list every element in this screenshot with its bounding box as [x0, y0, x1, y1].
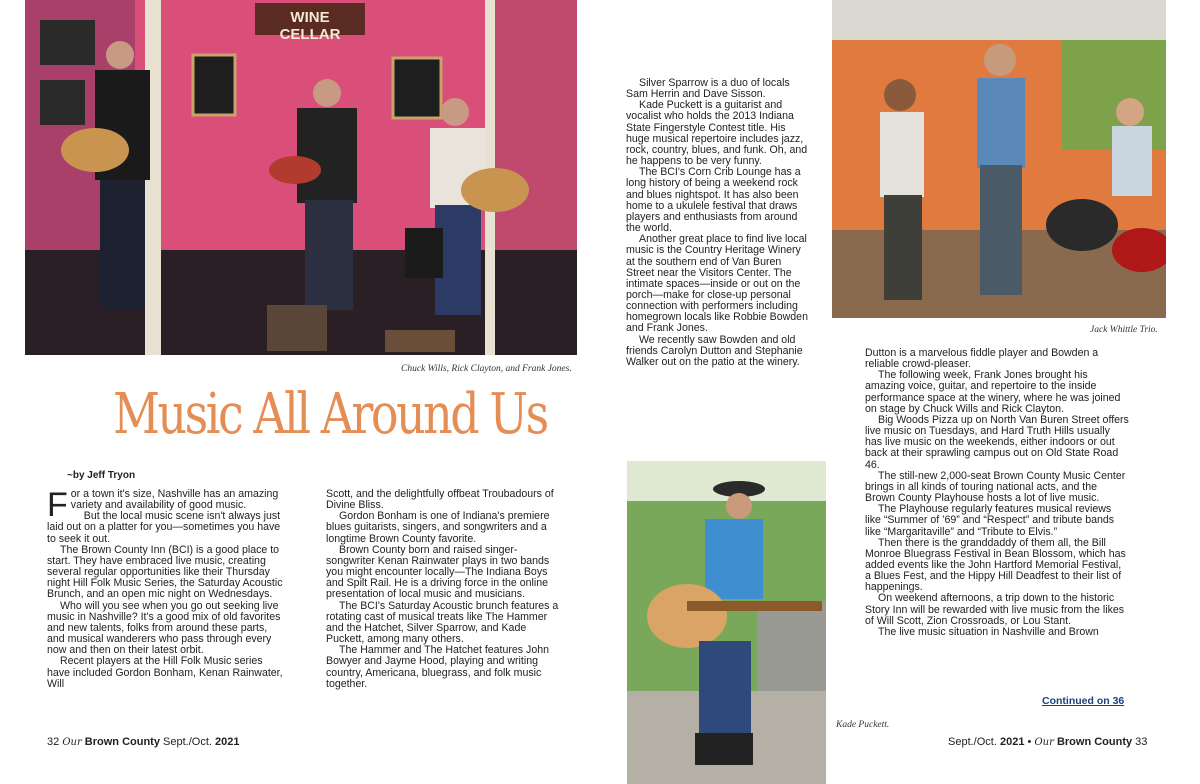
paragraph: Who will you see when you go out seeking live music in Nashville? It's a good mix of old favorites and new talents, folks from around these parts, and musical wanderers who pass through every now and then on their latest orbit.: [47, 599, 281, 657]
guitar-photo: [627, 461, 826, 784]
footer-right: [948, 736, 1147, 748]
paragraph: Recent players at the Hill Folk Music series have included Gordon Bonham, Kenan Rainwater, Will: [47, 655, 283, 690]
footer-left: [47, 736, 240, 748]
footer-separator: •: [1027, 736, 1032, 748]
issue-year: 2021: [999, 736, 1025, 748]
paragraph: The BCI's Corn Crib Lounge has a long history of being a weekend rock and blues nightspot. It has also been home to a ukulele festival that draws players and enthusiasts from around the world.: [626, 166, 801, 235]
band-photo: [25, 0, 577, 355]
trio-photo-caption: Jack Whittle Trio.: [1090, 325, 1158, 335]
paragraph: The Playhouse regularly features musical reviews like “Summer of ’69” and “Respect” and tribute bands like “Margaritaville” and “Tribute to Elvis.”: [865, 503, 1115, 538]
paragraph: The still-new 2,000-seat Brown County Music Center brings in all kinds of touring national acts, and the Brown County Playhouse hosts a lot of live music.: [865, 469, 1126, 505]
paragraph: Another great place to find live local music is the Country Heritage Winery at the southern end of Van Buren Street near the Visitors Center. The intimate spaces—inside or out on the porch—make for close-up personal connection with performers including homegrown locals like Robbie Bowden and Frank Jones.: [626, 233, 808, 335]
article-title: Music All Around Us: [113, 382, 547, 447]
paragraph: We recently saw Bowden and old friends Carolyn Dutton and Stephanie Walker out on the patio at the winery.: [626, 333, 803, 368]
issue-months: Sept./Oct.: [948, 736, 997, 748]
band-photo-caption: Chuck Wills, Rick Clayton, and Frank Jones.: [401, 364, 572, 374]
continued-link[interactable]: Continued on 36: [1042, 695, 1125, 707]
trio-photo: [832, 0, 1166, 318]
paragraph: Kade Puckett is a guitarist and vocalist who holds the 2013 Indiana State Fingerstyle Contest title. His huge musical repertoire includes jazz, rock, country, blues, and funk. Oh, and he happens to be very funny.: [626, 99, 808, 168]
paragraph: The Hammer and The Hatchet features John Bowyer and Jayme Hood, playing and writing country, Americana, bluegrass, and folk music together.: [326, 644, 550, 690]
paragraph: The Brown County Inn (BCI) is a good place to start. They have embraced live music, creating several regular opportunities like their Thursday night Hill Folk Music Series, the Saturday Acoustic Brunch, and an open mic night on Wednesdays.: [47, 543, 283, 601]
byline: ~by Jeff Tryon: [67, 470, 136, 481]
paragraph: Brown County born and raised singer-songwriter Kenan Rainwater plays in two bands you might encounter locally—The Indiana Boys and Spilt Rail. He is a driving force in the online presentation of local music and musicians.: [326, 543, 550, 601]
paragraph: The following week, Frank Jones brought his amazing voice, guitar, and repertoire to the inside performance space at the winery, where he was joined on stage by Chuck Wills and Rick Clayton.: [865, 369, 1121, 415]
paragraph: Gordon Bonham is one of Indiana's premiere blues guitarists, singers, and songwriters and a longtime Brown County favorite.: [326, 510, 550, 545]
page-number-left: 32: [47, 736, 60, 748]
issue-months: Sept./Oct.: [163, 736, 212, 748]
paragraph: Scott, and the delightfully offbeat Troubadours of Divine Bliss.: [326, 488, 554, 512]
paragraph: or a town it's size, Nashville has an amazing variety and availability of good music.: [70, 488, 279, 512]
paragraph: Big Woods Pizza up on North Van Buren Street offers live music on Tuesdays, and Hard Truth Hills usually has live music on the weekends, either indoors or out back at their sprawling campus out on Old State Road 46.: [865, 413, 1129, 471]
magazine-our: Our: [62, 737, 82, 748]
paragraph: But the local music scene isn't always just laid out on a platter for you—sometimes you have to seek it out.: [47, 510, 281, 545]
article-column-3: [626, 78, 812, 368]
issue-year: 2021: [215, 736, 240, 748]
wine-cellar-sign: WINE CELLAR: [279, 9, 341, 43]
magazine-name: Brown County: [1056, 736, 1133, 748]
paragraph: The live music situation in Nashville and Brown: [878, 625, 1099, 638]
article-column-2: [326, 489, 562, 690]
page-number-right: 33: [1135, 736, 1148, 748]
drop-cap: F: [47, 486, 68, 524]
paragraph: Silver Sparrow is a duo of locals Sam Herrin and Dave Sisson.: [626, 77, 790, 101]
guitar-photo-caption: Kade Puckett.: [836, 720, 890, 730]
paragraph: Then there is the granddaddy of them all, the Bill Monroe Bluegrass Festival in Bean Blossom, which has added events like the John Hartford Memorial Festival, a Blues Fest, and the Hippy Hill Deadfest to their list of happenings.: [865, 536, 1126, 594]
magazine-name: Brown County: [84, 736, 160, 748]
paragraph: The BCI's Saturday Acoustic brunch features a rotating cast of musical treats like The Hammer and the Hatchet, Silver Sparrow, and Kade Puckett, among many others.: [326, 599, 559, 646]
article-column-1: [47, 486, 287, 690]
paragraph: On weekend afternoons, a trip down to the historic Story Inn will be rewarded with live music from the likes of Will Scott, Zion Crossroads, or Lou Stant.: [865, 592, 1125, 627]
article-column-4: [865, 348, 1129, 638]
magazine-our: Our: [1034, 737, 1054, 748]
paragraph: Dutton is a marvelous fiddle player and Bowden a reliable crowd-pleaser.: [865, 347, 1099, 371]
